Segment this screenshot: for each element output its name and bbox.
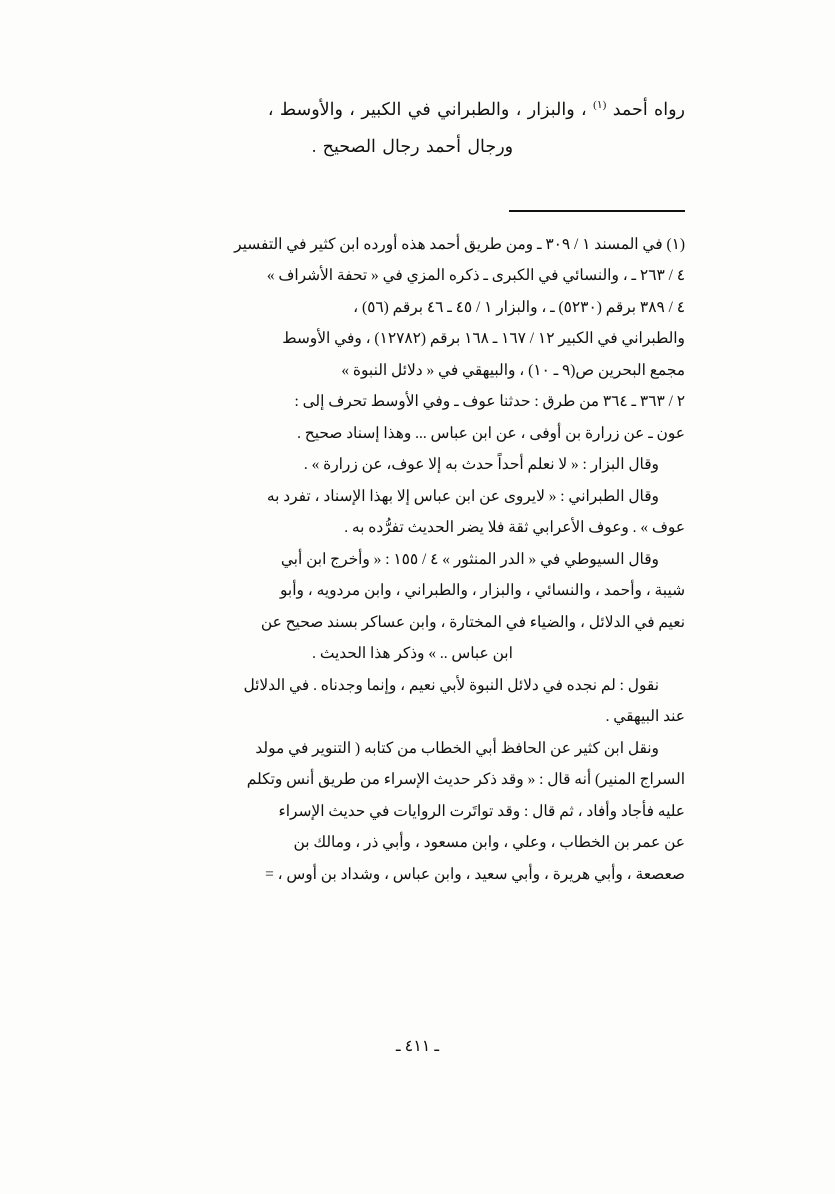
footnote-line: عوف » . وعوف الأعرابي ثقة فلا يضر الحديث تفرُّده به . (344, 519, 685, 537)
footnote-line: عن عمر بن الخطاب ، وعلي ، وابن مسعود ، وأبي ذر ، ومالك بن (293, 834, 685, 852)
page-content (140, 92, 685, 891)
footnote-line: والطبراني في الكبير ١٢ / ١٦٧ ـ ١٦٨ برقم (١٢٧٨٢) ، وفي الأوسط (282, 330, 685, 348)
footnote-block (140, 230, 685, 891)
footnote-line: مجمع البحرين ص(٩ ـ ١٠) ، والبيهقي في « دلائل النبوة » (341, 361, 685, 379)
main-text-line-1 (140, 92, 685, 127)
footnote-line: وقال الطبراني : « لايروى عن ابن عباس إلا بهذا الإسناد ، تفرد به (266, 487, 659, 505)
footnote-line: نعيم في الدلائل ، والضياء في المختارة ، وابن عساكر بسند صحيح عن (260, 613, 685, 631)
main-text-block (140, 92, 685, 164)
footnote-reference-marker: (١) (593, 99, 607, 112)
footnote-line: (١) في المسند ١ / ٣٠٩ ـ ومن طريق أحمد هذه أورده ابن كثير في التفسير (234, 235, 685, 253)
footnote-line: ابن عباس .. » وذكر هذا الحديث . (312, 645, 513, 663)
footnote-line: عند البيهقي . (605, 708, 685, 726)
footnote-line: السراج المنير) أنه قال : « وقد ذكر حديث الإسراء من طريق أنس وتكلم (246, 771, 685, 789)
main-text-segment-a: رواه أحمد (606, 99, 685, 119)
main-text-line-2: ورجال أحمد رجال الصحيح . (311, 136, 514, 156)
footnote-line: صعصعة ، وأبي هريرة ، وأبي سعيد ، وابن عباس ، وشداد بن أوس ، = (265, 865, 685, 883)
footnote-line: ٢ / ٣٦٣ ـ ٣٦٤ من طرق : حدثنا عوف ـ وفي الأوسط تحرف إلى : (294, 393, 685, 411)
main-text-segment-b: ، والبزار ، والطبراني في الكبير ، والأوسط ، (267, 99, 594, 119)
footnote-line: ٤ / ٢٦٣ ـ ، والنسائي في الكبرى ـ ذكره المزي في « تحفة الأشراف » (266, 267, 685, 285)
footnote-line: نقول : لم نجده في دلائل النبوة لأبي نعيم ، وإنما وجدناه . في الدلائل (243, 676, 659, 694)
page-number: ـ ٤١١ ـ (395, 1038, 440, 1055)
footnote-line: عليه فأجاد وأفاد ، ثم قال : وقد تواتَرت الروايات في حديث الإسراء (278, 802, 685, 820)
footnote-line: عون ـ عن زرارة بن أوفى ، عن ابن عباس ... وهذا إسناد صحيح . (297, 424, 685, 442)
footnote-separator-rule (509, 210, 685, 212)
footnote-line: وقال السيوطي في « الدر المنثور » ٤ / ١٥٥ : « وأخرج ابن أبي (280, 550, 659, 568)
footnote-line: ونقل ابن كثير عن الحافظ أبي الخطاب من كتابه ( التنوير في مولد (255, 739, 659, 757)
footnote-line: وقال البزار : « لا نعلم أحداً حدث به إلا عوف، عن زرارة » . (303, 456, 659, 474)
footnote-line: شيبة ، وأحمد ، والنسائي ، والبزار ، والطبراني ، وابن مردويه ، وأبو (279, 582, 685, 600)
footnote-line: ٤ / ٣٨٩ برقم (٥٢٣٠) ـ ، والبزار ١ / ٤٥ ـ ٤٦ برقم (٥٦) ، (353, 298, 685, 316)
